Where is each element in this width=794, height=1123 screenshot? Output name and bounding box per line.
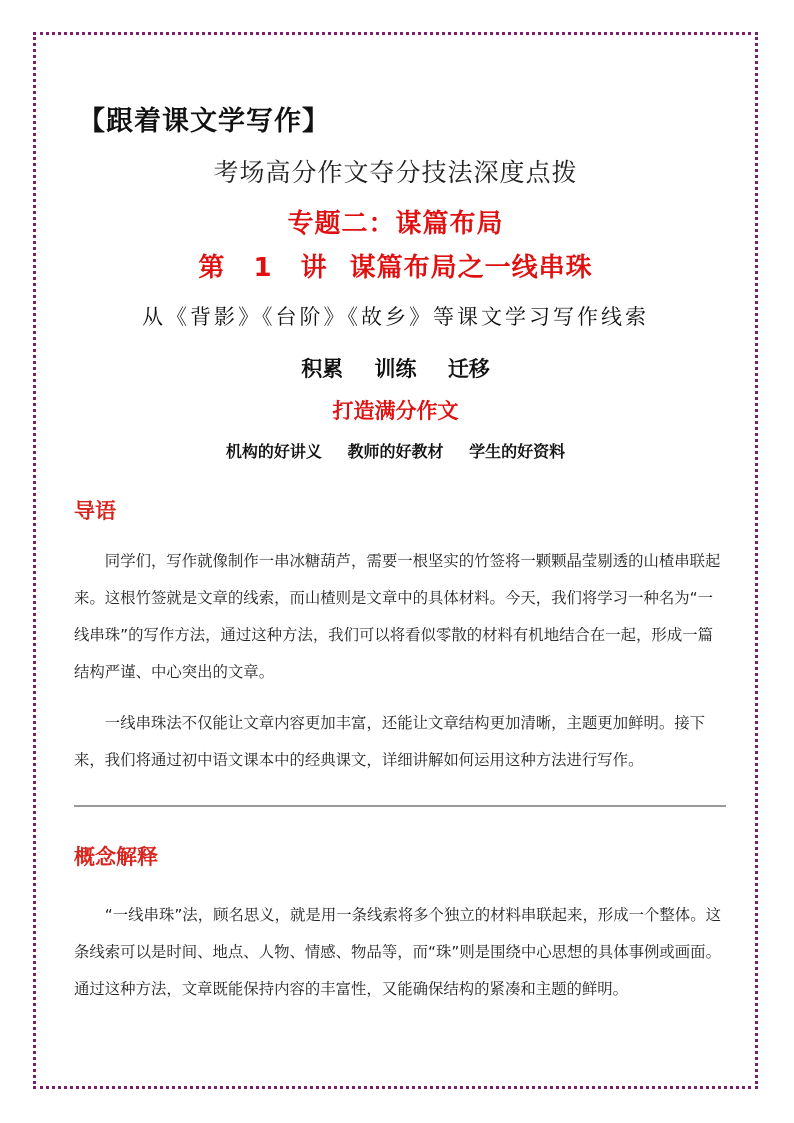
lecture-title (36, 247, 755, 284)
tagline-item: 学生的好资料 (469, 442, 566, 461)
lecture-name: 谋篇布局之一线串珠 (349, 253, 593, 283)
keyword-item: 积累 (301, 357, 344, 381)
intro-heading: 导语 (74, 499, 116, 523)
tagline (36, 439, 755, 462)
page-border (33, 32, 758, 1089)
tagline-item: 教师的好教材 (347, 442, 444, 461)
topic-title: 专题二：谋篇布局 (287, 209, 504, 239)
concept-paragraph: “一线串珠”法，顾名思义，就是用一条线索将多个独立的材料串联起来，形成一个整体。这条线索可以是时间、地点、人物、情感、物品等，而“珠”则是围绕中心思想的具体事例或画面。通过这种方法，文章既能保持内容的丰富性，又能确保结构的紧凑和主题的鲜明。 (74, 906, 721, 998)
intro-paragraph: 同学们，写作就像制作一串冰糖葫芦，需要一根坚实的竹签将一颗颗晶莹剔透的山楂串联起来。这根竹签就是文章的线索，而山楂则是文章中的具体材料。今天，我们将学习一种名为“一线串珠”的写作方法，通过这种方法，我们可以将看似零散的材料有机地结合在一起，形成一篇结构严谨、中心突出的文章。 (74, 552, 721, 681)
section-divider (74, 805, 726, 807)
keywords (36, 353, 755, 383)
lecture-number: 第 1 讲 (198, 253, 328, 283)
concept-heading: 概念解释 (74, 845, 158, 869)
source-line: 从《背影》《台阶》《故乡》等课文学习写作线索 (142, 305, 649, 329)
keyword-item: 迁移 (447, 357, 490, 381)
perfect-essay-slogan: 打造满分作文 (332, 399, 459, 423)
tagline-item: 机构的好讲义 (225, 442, 322, 461)
intro-paragraph: 一线串珠法不仅能让文章内容更加丰富，还能让文章结构更加清晰，主题更加鲜明。接下来，我们将通过初中语文课本中的经典课文，详细讲解如何运用这种方法进行写作。 (74, 714, 706, 769)
page-content (36, 35, 755, 1086)
page-subtitle: 考场高分作文夺分技法深度点拨 (213, 158, 578, 187)
keyword-item: 训练 (374, 357, 417, 381)
series-title: 【跟着课文学写作】 (78, 106, 330, 137)
